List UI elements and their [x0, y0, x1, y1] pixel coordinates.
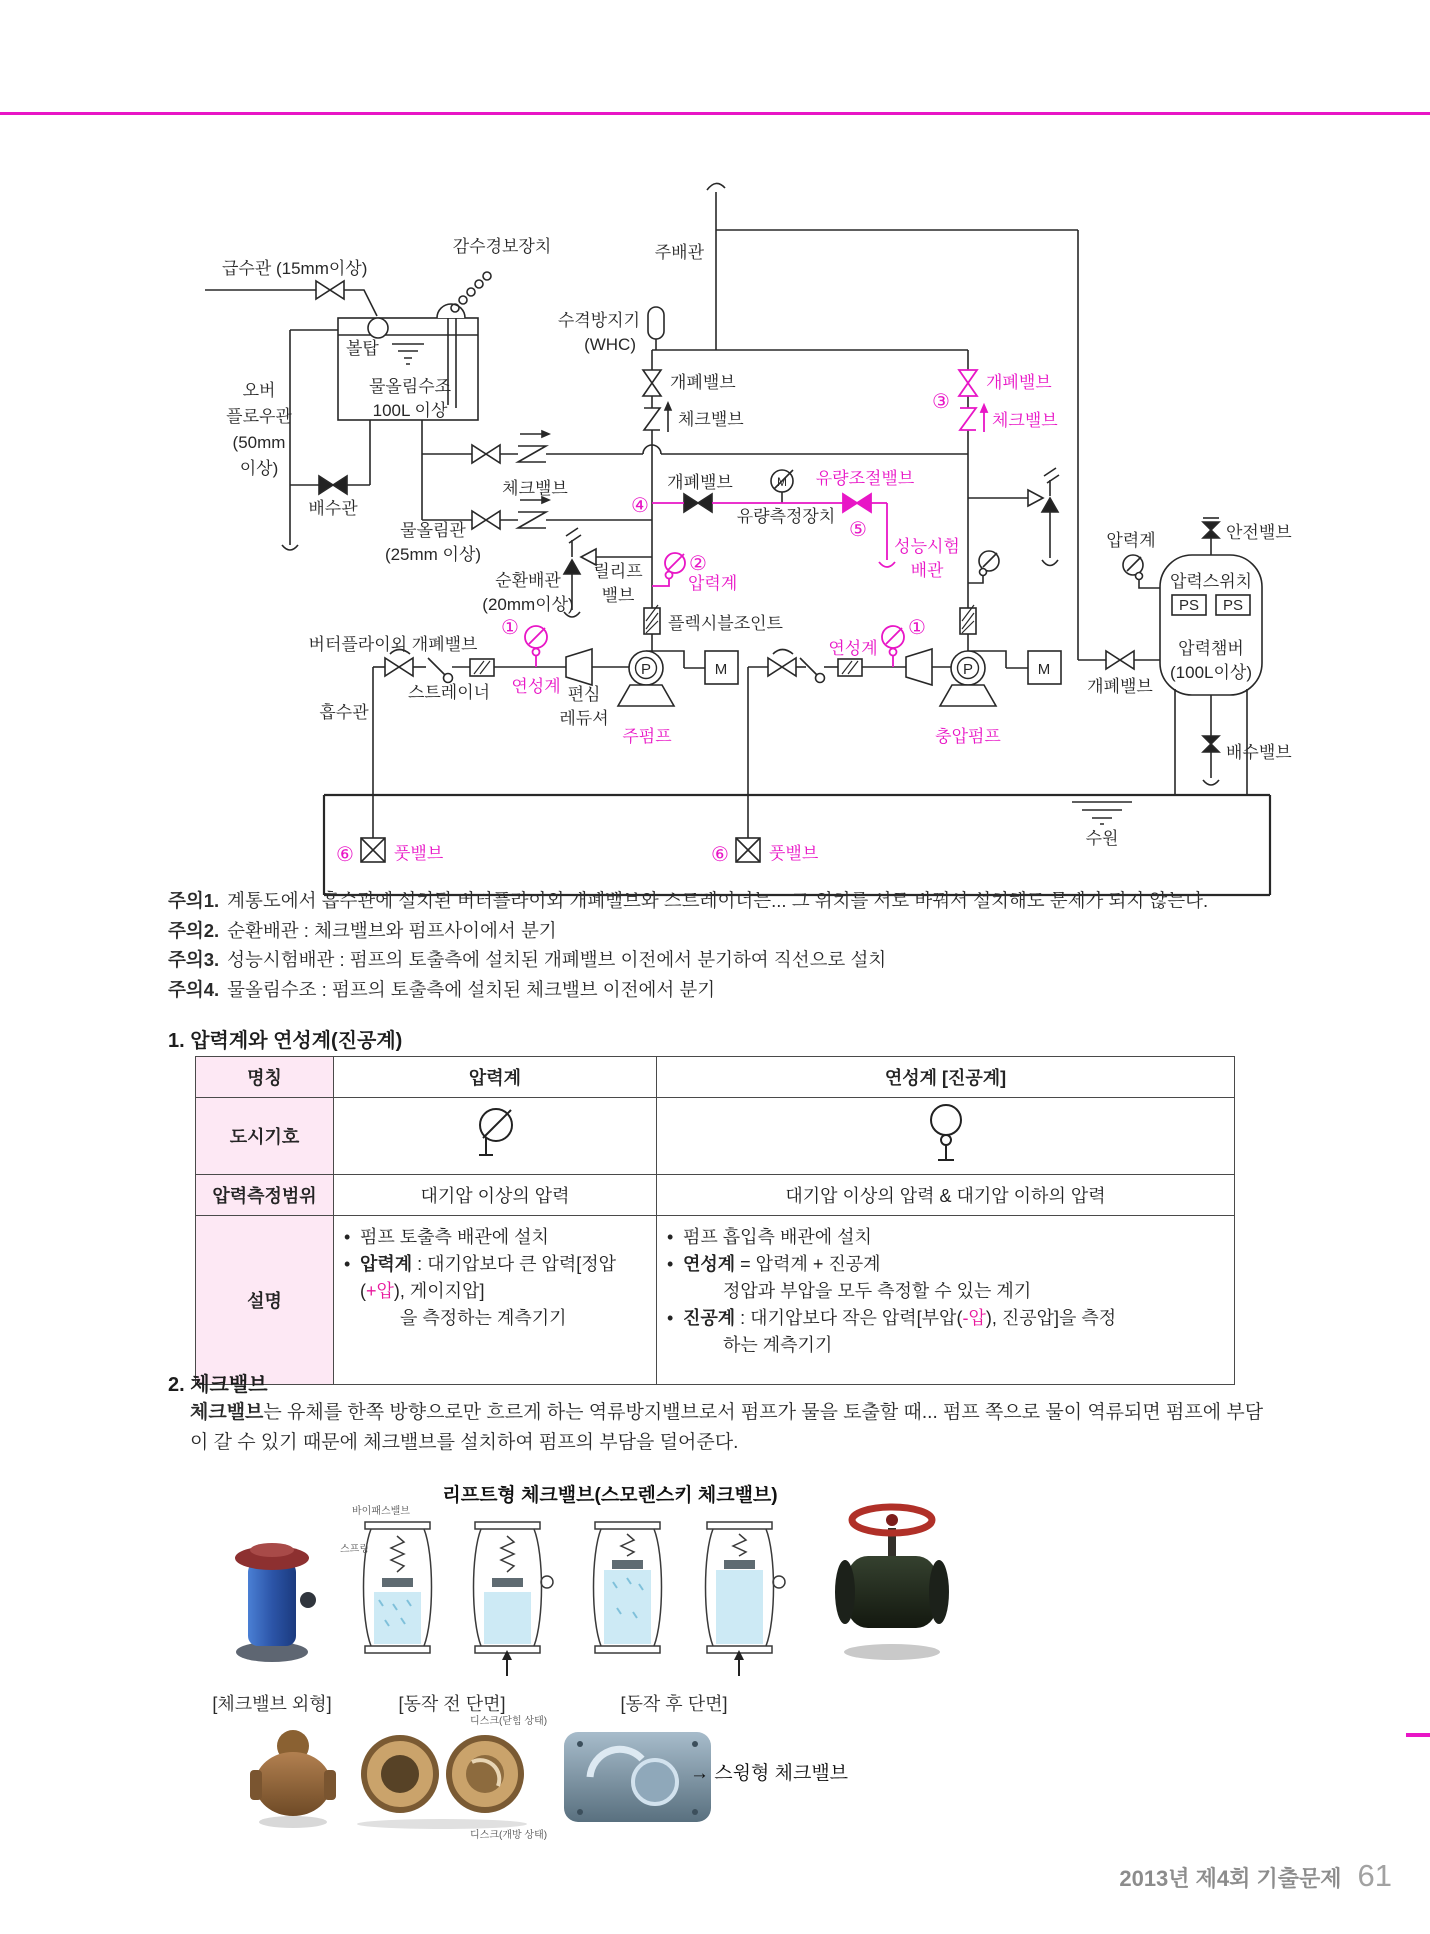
- label-vacuum-gauge-a: 연성계: [511, 677, 561, 696]
- pressure-gauge-symbol: [334, 1098, 657, 1175]
- globe-valve-photo: [822, 1492, 962, 1672]
- label-bypass-valve: 바이패스밸브: [352, 1506, 410, 1517]
- label-foot-valve-a: 풋밸브: [394, 844, 444, 863]
- circled-1a: ①: [501, 617, 519, 639]
- range-pressure: 대기압 이상의 압력: [334, 1175, 657, 1216]
- circled-3: ③: [932, 391, 950, 413]
- top-accent-rule: [0, 112, 1430, 115]
- fire-pump-system-diagram: [0, 140, 1430, 930]
- label-disc-closed: 디스크(닫힘 상태): [470, 1716, 548, 1727]
- label-flow-meter: 유량측정장치: [736, 507, 836, 526]
- footer-title: 2013년 제4회 기출문제: [1119, 1866, 1342, 1891]
- label-pressure-gauge-right: 압력계: [1106, 531, 1156, 550]
- label-ball-tap: 볼탑: [346, 339, 379, 358]
- col-header-name: 명칭: [196, 1057, 334, 1098]
- label-water-source: 수원: [1085, 829, 1119, 848]
- label-perf-test-pipe: 성능시험: [894, 537, 960, 556]
- main-motor-m: M: [714, 661, 728, 678]
- label-check-valve-main: 체크밸브: [678, 410, 744, 429]
- check-valve-photo: [222, 1512, 322, 1672]
- col-header-pressure: 압력계: [334, 1057, 657, 1098]
- label-circulation-pipe: 순환배관: [495, 571, 561, 590]
- section2-body: 체크밸브는 유체를 한쪽 방향으로만 흐르게 하는 역류방지밸브로서 펌프가 물을 토출할 때... 펌프 쪽으로 물이 역류되면 펌프에 부담이 갈 수 있기 때문에 체크밸브를 설치하여 펌프의 부담을 덜어준다.: [190, 1402, 1264, 1453]
- label-disc-open: 디스크(개방 상태): [470, 1830, 548, 1841]
- range-compound: 대기압 이상의 압력 & 대기압 이하의 압력: [657, 1175, 1235, 1216]
- swing-check-label: → 스윙형 체크밸브: [690, 1763, 849, 1784]
- page-number: 61: [1357, 1858, 1392, 1893]
- label-flex-joint: 플렉시블조인트: [668, 614, 783, 633]
- label-check-valve: 체크밸브: [502, 479, 568, 498]
- charge-pump-p: P: [962, 661, 974, 678]
- svg-text:(20mm이상): (20mm이상): [482, 595, 574, 614]
- label-pressure-gauge-2: 압력계: [688, 574, 738, 593]
- circled-1b: ①: [908, 617, 926, 639]
- label-vacuum-gauge-b: 연성계: [828, 639, 878, 658]
- label-gate-valve-right: 개폐밸브: [1087, 677, 1153, 696]
- label-drain-pipe: 배수관: [308, 499, 358, 518]
- label-gate-valve-main: 개폐밸브: [670, 373, 736, 392]
- circled-5: ⑤: [849, 519, 867, 541]
- swing-check-photo: [248, 1718, 338, 1835]
- swing-check-cutaway-photo: [350, 1718, 535, 1835]
- label-reducer: 편심: [567, 685, 601, 704]
- circled-6b: ⑥: [711, 844, 729, 866]
- svg-text:플로우관: 플로우관: [226, 407, 292, 426]
- notes-block: [168, 886, 1288, 1004]
- label-check-valve-3: 체크밸브: [992, 411, 1058, 430]
- caption-after: [동작 후 단면]: [620, 1694, 728, 1714]
- charge-motor-m: M: [1037, 661, 1051, 678]
- svg-text:(50mm: (50mm: [232, 433, 286, 452]
- label-ps-1: PS: [1178, 597, 1200, 614]
- label-alarm: 감수경보장치: [452, 237, 552, 256]
- label-charge-pump: 충압펌프: [935, 727, 1001, 746]
- svg-text:밸브: 밸브: [601, 586, 635, 605]
- margin-mark: [1406, 1733, 1430, 1737]
- label-ps-2: PS: [1222, 597, 1244, 614]
- main-pump-p: P: [640, 661, 652, 678]
- circled-4: ④: [631, 495, 649, 517]
- compound-gauge-symbol: [657, 1098, 1235, 1175]
- section-diagram-before-2: [455, 1508, 560, 1685]
- svg-text:배관: 배관: [910, 561, 944, 580]
- label-spring: 스프링: [340, 1544, 369, 1555]
- label-pressure-switch: 압력스위치: [1169, 572, 1253, 591]
- gauge-comparison-table: [195, 1056, 1235, 1385]
- caption-before: [동작 전 단면]: [398, 1694, 506, 1714]
- svg-text:이상): 이상): [239, 459, 279, 478]
- label-strainer: 스트레이너: [407, 683, 491, 702]
- label-foot-valve-b: 풋밸브: [769, 844, 819, 863]
- label-whc: 수격방지기: [557, 311, 640, 330]
- section-diagram-before-1: [345, 1508, 450, 1685]
- svg-text:(25mm 이상): (25mm 이상): [384, 545, 482, 564]
- section1-heading: 1. 압력계와 연성계(진공계): [168, 1030, 403, 1052]
- label-priming-tank: 물올림수조: [368, 377, 452, 396]
- lift-check-caption: 리프트형 체크밸브(스모렌스키 체크밸브): [442, 1485, 778, 1506]
- label-gate-valve-test: 개폐밸브: [667, 473, 733, 492]
- section-diagram-after-1: [575, 1508, 680, 1685]
- label-overflow: 오버: [242, 381, 276, 400]
- svg-text:100L 이상: 100L 이상: [372, 401, 448, 420]
- label-pressure-chamber: 압력챔버: [1178, 639, 1244, 658]
- note-2: 주의2. 순환배관 : 체크밸브와 펌프사이에서 분기: [168, 919, 557, 941]
- label-suction-pipe: 흡수관: [319, 703, 369, 722]
- row-label-range: 압력측정범위: [196, 1175, 334, 1216]
- row-label-symbol: 도시기호: [196, 1098, 334, 1175]
- section2-heading: 2. 체크밸브: [168, 1374, 268, 1396]
- col-header-compound: 연성계 [진공계]: [657, 1057, 1235, 1098]
- label-priming-pipe: 물올림관: [400, 521, 466, 540]
- label-main-pipe: 주배관: [654, 243, 704, 262]
- section-diagram-after-2: [687, 1508, 792, 1685]
- circled-2: ②: [689, 553, 707, 575]
- label-relief-valve: 릴리프: [593, 562, 643, 581]
- label-main-pump: 주펌프: [622, 727, 672, 746]
- page-footer: [1119, 1858, 1392, 1894]
- label-feed-pipe: 급수관 (15mm이상): [222, 259, 368, 278]
- caption-appearance: [체크밸브 외형]: [212, 1694, 332, 1714]
- label-drain-valve: 배수밸브: [1226, 743, 1292, 762]
- svg-text:레듀셔: 레듀셔: [559, 709, 609, 728]
- flow-meter-m: M: [777, 475, 787, 489]
- label-butterfly-valve: 버터플라이외 개폐밸브: [308, 635, 478, 654]
- desc-pressure-gauge: • 펌프 토출측 배관에 설치 • 압력계 : 대기압보다 큰 압력[정압(+압), 게이지압] 을 측정하는 계측기기: [334, 1216, 657, 1385]
- note-3: 주의3. 성능시험배관 : 펌프의 토출측에 설치된 개폐밸브 이전에서 분기하여 직선으로 설치: [168, 949, 887, 970]
- label-safety-valve: 안전밸브: [1226, 523, 1292, 542]
- svg-text:(WHC): (WHC): [584, 335, 636, 354]
- circled-6a: ⑥: [336, 844, 354, 866]
- label-flow-control-valve: 유량조절밸브: [815, 469, 915, 488]
- desc-compound-gauge: • 펌프 흡입측 배관에 설치 • 연성계 = 압력계 + 진공계 정압과 부압을 모두 측정할 수 있는 계기 • 진공계 : 대기압보다 작은 압력[부압(-압), 진공압]을 측정 하는 계측기기: [657, 1216, 1235, 1385]
- row-label-desc: 설명: [196, 1216, 334, 1385]
- label-gate-valve-3: 개폐밸브: [986, 373, 1052, 392]
- svg-text:(100L이상): (100L이상): [1170, 663, 1252, 682]
- note-1: 주의1. 계통도에서 흡수관에 설치된 버터플라이외 개폐밸브와 스트레이너는... 그 위치를 서로 바꿔서 설치해도 문제가 되지 않는다.: [168, 890, 1209, 911]
- note-4: 주의4. 물올림수조 : 펌프의 토출측에 설치된 체크밸브 이전에서 분기: [168, 978, 716, 1000]
